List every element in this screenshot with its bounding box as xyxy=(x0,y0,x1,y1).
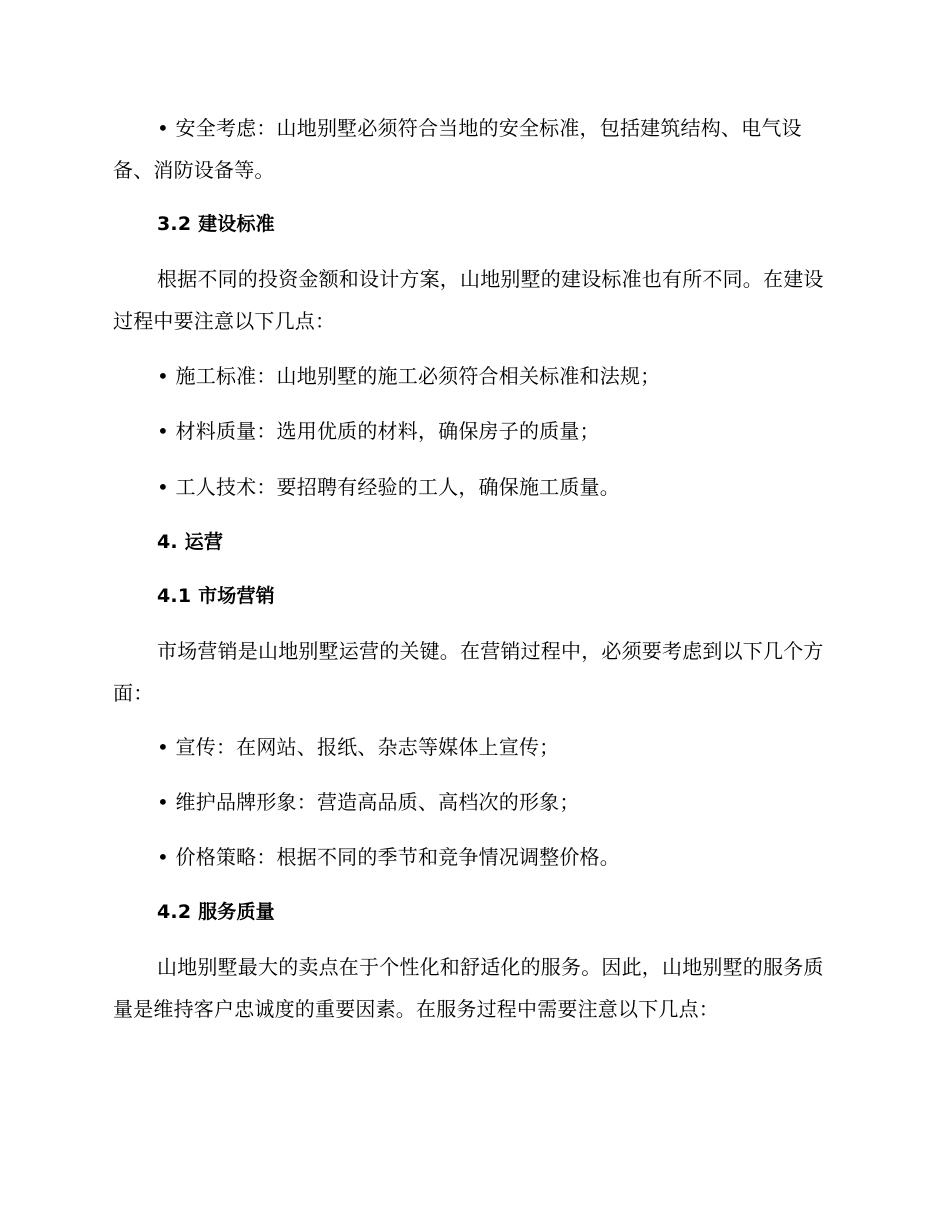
section-heading-3-2: 3.2 建设标准 xyxy=(157,213,275,235)
section-3-2-block xyxy=(113,203,833,245)
construction-intro-block xyxy=(113,258,833,342)
marketing-bullet-2-block xyxy=(113,781,833,823)
construction-bullet: • 施工标准：山地别墅的施工必须符合相关标准和法规； xyxy=(157,364,661,388)
section-heading-4: 4. 运营 xyxy=(157,531,224,553)
marketing-bullet: • 维护品牌形象：营造高品质、高档次的形象； xyxy=(157,790,580,814)
safety-bullet: • 安全考虑：山地别墅必须符合当地的安全标准，包括建筑结构、电气设备、消防设备等。 xyxy=(113,116,802,182)
section-4-2-block xyxy=(113,891,833,933)
construction-bullet-2-block xyxy=(113,410,833,452)
marketing-bullet: • 宣传：在网站、报纸、杂志等媒体上宣传； xyxy=(157,735,560,759)
marketing-intro-paragraph: 市场营销是山地别墅运营的关键。在营销过程中，必须要考虑到以下几个方面： xyxy=(113,639,824,705)
marketing-intro-block xyxy=(113,630,833,714)
section-4-block xyxy=(113,521,833,563)
construction-bullet: • 工人技术：要招聘有经验的工人，确保施工质量。 xyxy=(157,475,620,499)
construction-intro-paragraph: 根据不同的投资金额和设计方案，山地别墅的建设标准也有所不同。在建设过程中要注意以下几点： xyxy=(113,267,824,333)
section-heading-4-1: 4.1 市场营销 xyxy=(157,585,275,607)
marketing-bullet-1-block xyxy=(113,726,833,768)
service-intro-block xyxy=(113,946,833,1030)
section-heading-4-2: 4.2 服务质量 xyxy=(157,901,275,923)
service-intro-paragraph: 山地别墅最大的卖点在于个性化和舒适化的服务。因此，山地别墅的服务质量是维持客户忠诚度的重要因素。在服务过程中需要注意以下几点： xyxy=(113,955,824,1021)
section-4-1-block xyxy=(113,575,833,617)
construction-bullet: • 材料质量：选用优质的材料，确保房子的质量； xyxy=(157,419,600,443)
construction-bullet-3-block xyxy=(113,466,833,508)
safety-bullet-block xyxy=(113,107,833,191)
construction-bullet-1-block xyxy=(113,355,833,397)
marketing-bullet-3-block xyxy=(113,836,833,878)
marketing-bullet: • 价格策略：根据不同的季节和竞争情况调整价格。 xyxy=(157,845,620,869)
